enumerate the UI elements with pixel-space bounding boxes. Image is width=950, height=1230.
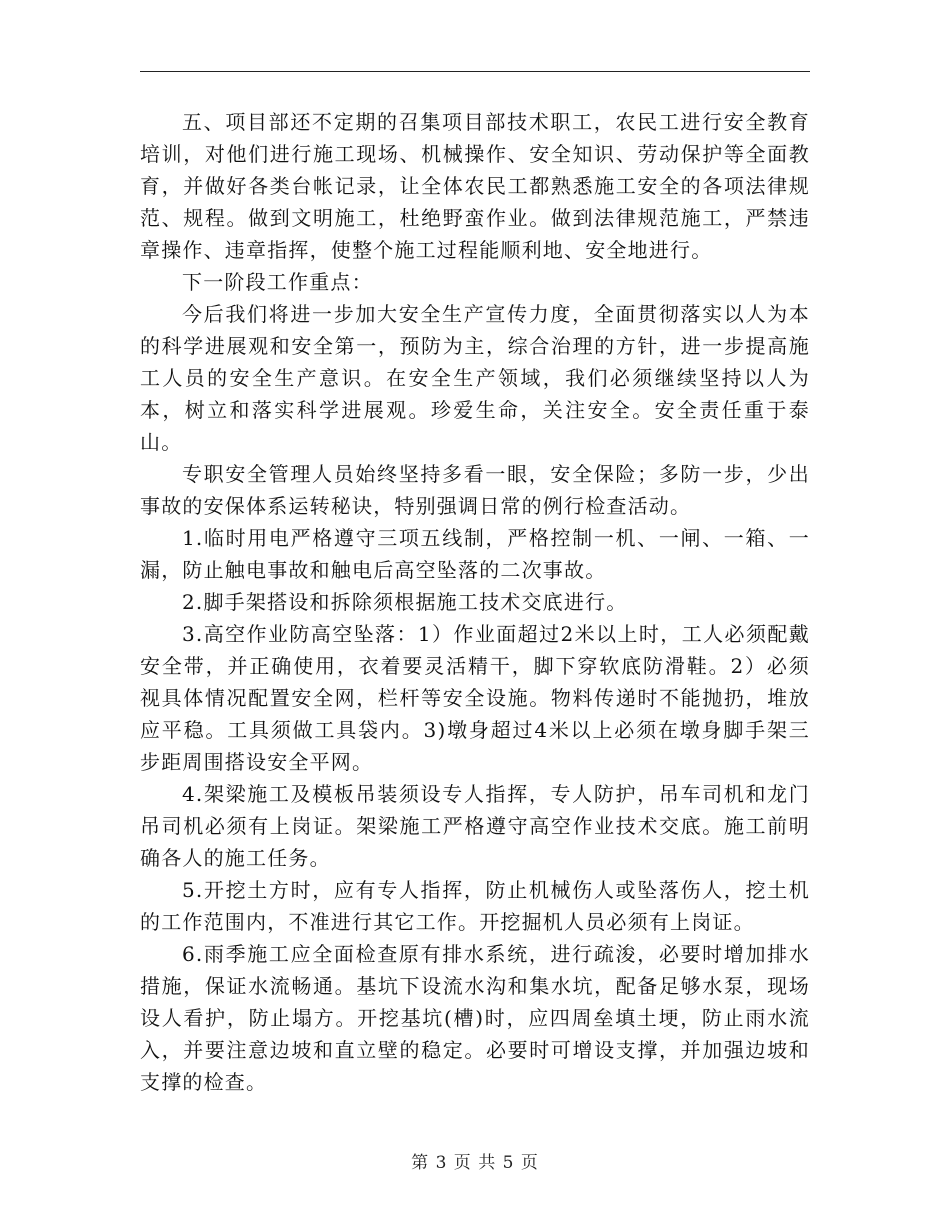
- paragraph-item5: 五、项目部还不定期的召集项目部技术职工，农民工进行安全教育培训，对他们进行施工现场、机械操作、安全知识、劳动保护等全面教育，并做好各类台帐记录，让全体农民工都熟悉施工安全的各项法律规范、规程。做到文明施工，杜绝野蛮作业。做到法律规范施工，严禁违章操作、违章指挥，使整个施工过程能顺利地、安全地进行。: [140, 110, 810, 262]
- paragraph-list-6: 6.雨季施工应全面检查原有排水系统，进行疏浚，必要时增加排水措施，保证水流畅通。基坑下设流水沟和集水坑，配备足够水泵，现场设人看护，防止塌方。开挖基坑(槽)时，应四周垒填土埂，防止雨水流入，并要注意边坡和直立壁的稳定。必要时可增设支撑，并加强边坡和支撑的检查。: [140, 942, 810, 1094]
- header-rule: [140, 71, 810, 72]
- paragraph-list-5: 5.开挖土方时，应有专人指挥，防止机械伤人或坠落伤人，挖土机的工作范围内，不准进行其它工作。开挖掘机人员必须有上岗证。: [140, 878, 810, 934]
- paragraph-list-2: 2.脚手架搭设和拆除须根据施工技术交底进行。: [182, 590, 628, 614]
- paragraph-safety-publicity: 今后我们将进一步加大安全生产宣传力度，全面贯彻落实以人为本的科学进展观和安全第一，预防为主，综合治理的方针，进一步提高施工人员的安全生产意识。在安全生产领域，我们必须继续坚持以人为本，树立和落实科学进展观。珍爱生命，关注安全。安全责任重于泰山。: [140, 302, 810, 454]
- paragraph-list-3: 3.高空作业防高空坠落：1）作业面超过2米以上时，工人必须配戴安全带，并正确使用，衣着要灵活精干，脚下穿软底防滑鞋。2）必须视具体情况配置安全网，栏杆等安全设施。物料传递时不能抛扔，堆放应平稳。工具须做工具袋内。3)墩身超过4米以上必须在墩身脚手架三步距周围搭设安全平网。: [140, 622, 810, 774]
- page-number-footer: 第 3 页 共 5 页: [411, 1153, 539, 1173]
- paragraph-list-4: 4.架梁施工及模板吊装须设专人指挥，专人防护，吊车司机和龙门吊司机必须有上岗证。架梁施工严格遵守高空作业技术交底。施工前明确各人的施工任务。: [140, 782, 810, 870]
- paragraph-next-stage-heading: 下一阶段工作重点：: [182, 270, 373, 294]
- document-body: [140, 106, 810, 1098]
- paragraph-list-1: 1.临时用电严格遵守三项五线制，严格控制一机、一闸、一箱、一漏，防止触电事故和触电后高空坠落的二次事故。: [140, 526, 810, 582]
- paragraph-safety-personnel: 专职安全管理人员始终坚持多看一眼，安全保险；多防一步，少出事故的安保体系运转秘诀，特别强调日常的例行检查活动。: [140, 462, 810, 518]
